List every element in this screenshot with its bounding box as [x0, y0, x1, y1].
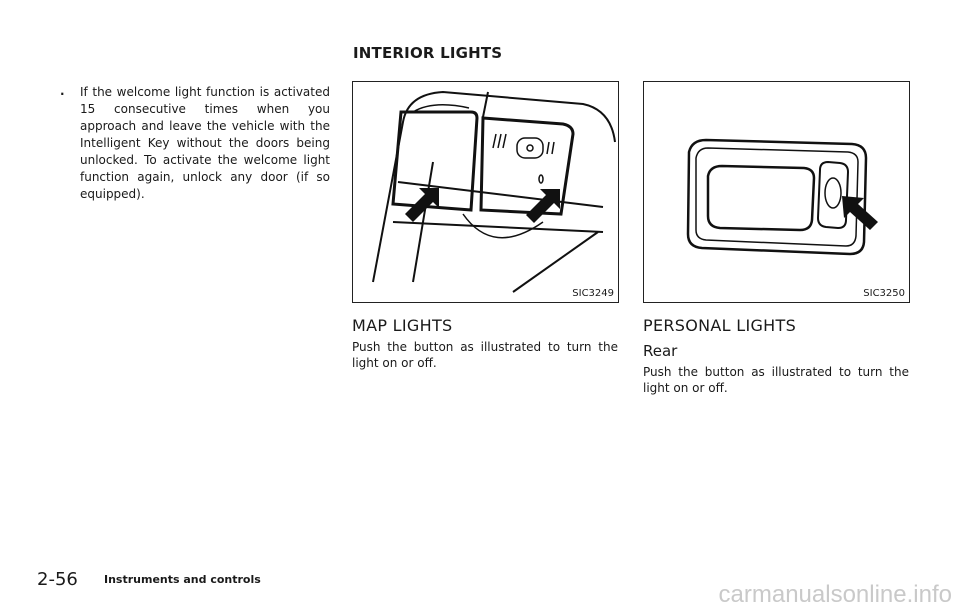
bullet-text: If the welcome light function is activated 15 consecutive times when you approach and leave the vehicle with the Intelligent Key without the doors being unlocked. To activate the welcome light function again, unlock any door (if so equipped).: [80, 85, 330, 201]
bullet-mark: .: [60, 84, 65, 98]
map-lights-illustration: [353, 82, 618, 302]
personal-light-arrow-icon: [842, 196, 878, 230]
bullet-item: [60, 84, 330, 203]
page-number: 2-56: [37, 569, 78, 590]
personal-lights-figure: [643, 81, 910, 303]
map-lights-figure: [352, 81, 619, 303]
map-lights-text: Push the button as illustrated to turn the light on or off.: [352, 340, 618, 370]
personal-lights-title: PERSONAL LIGHTS: [643, 316, 797, 335]
personal-lights-subtitle: Rear: [643, 342, 678, 360]
map-light-arrow-icon: [526, 189, 560, 223]
figure-code: SIC3250: [863, 288, 905, 299]
watermark: carmanualsonline.info: [718, 581, 952, 608]
page-header: INTERIOR LIGHTS: [353, 44, 503, 62]
figure-code: SIC3249: [572, 288, 614, 299]
map-lights-title: MAP LIGHTS: [352, 316, 453, 335]
footer-label: Instruments and controls: [104, 573, 261, 586]
personal-lights-illustration: [644, 82, 909, 302]
personal-lights-text: Push the button as illustrated to turn the light on or off.: [643, 365, 909, 395]
